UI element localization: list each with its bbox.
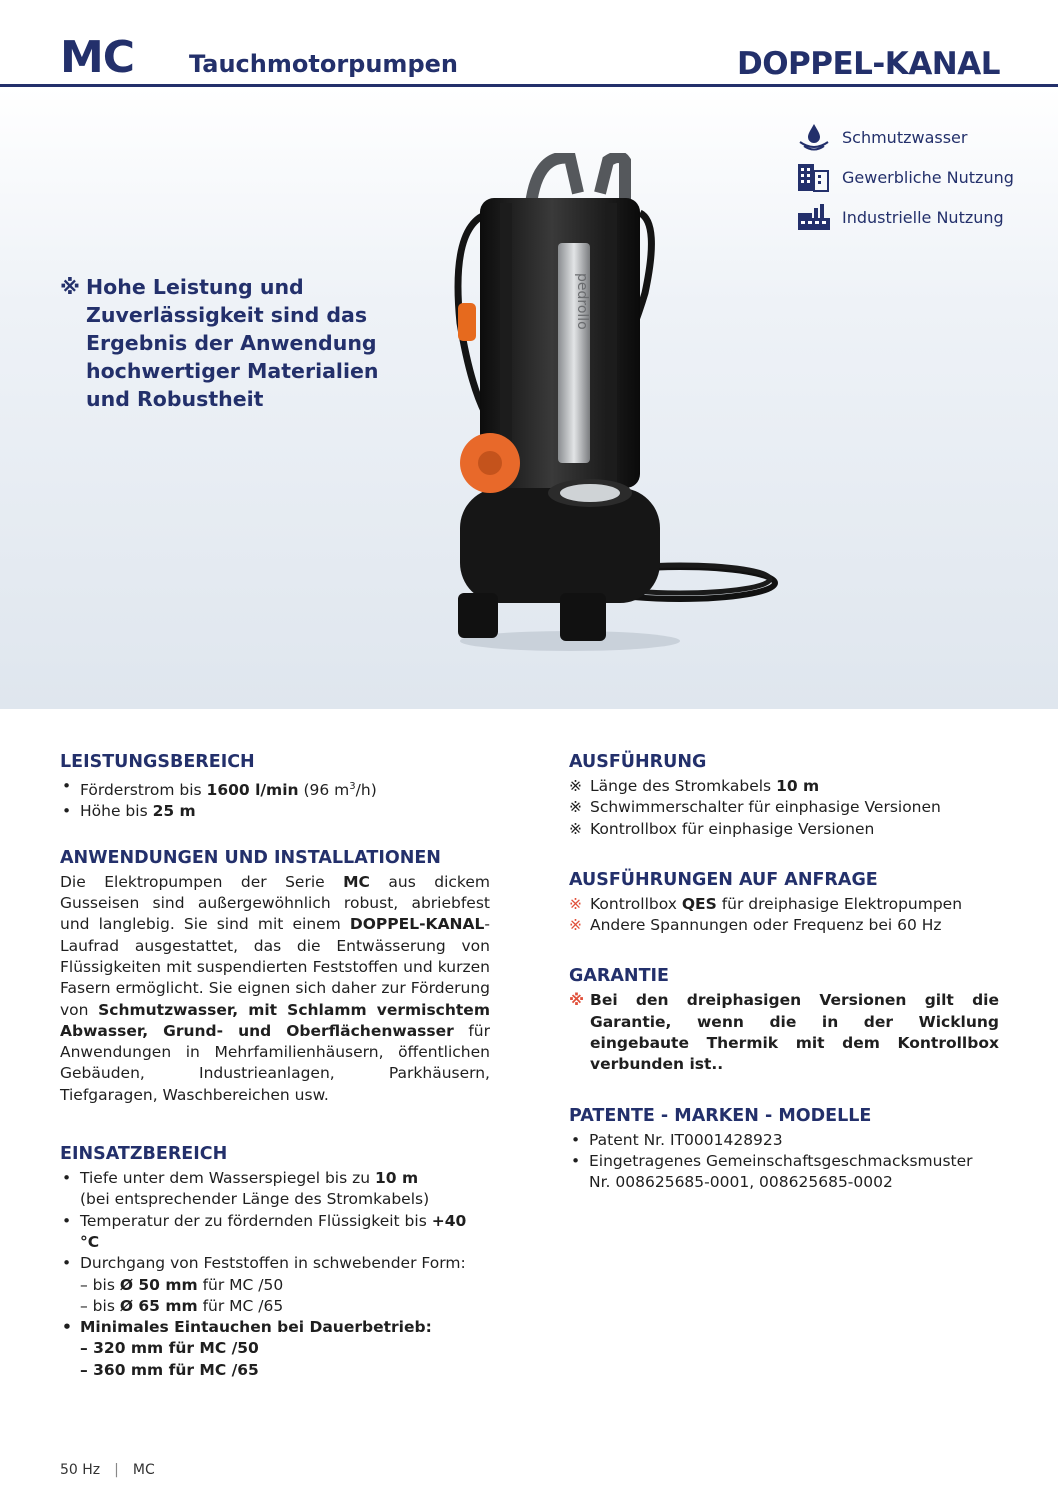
water-drop-icon <box>796 122 832 152</box>
usage-label: Schmutzwasser <box>842 127 968 147</box>
usage-item-gewerblich <box>796 157 1014 197</box>
anwendungen-paragraph: Die Elektropumpen der Serie MC aus dickem Gusseisen sind außergewöhnlich robust, abriebfest und langlebig. Sie sind mit einem DOPPEL-KANAL-Laufrad ausgestattet, das die Entwässerung von Flüssigkeiten mit suspendierten Feststoffen und kurzen Fasern ermöglicht. Sie eignen sich daher zur Förderung von Schmutzwasser, mit Schlamm vermischtem Abwasser, Grund- und Oberflächenwasser für Anwendungen in Mehrfamilienhäusern, öffentlichen Gebäuden, Industrieanlagen, Parkhäusern, Tiefgaragen, Waschbereichen usw. <box>60 872 490 1104</box>
list-item: ※ Kontrollbox QES für dreiphasige Elektropumpen <box>569 894 999 915</box>
highlight-claim <box>60 273 380 413</box>
list-item: • Tiefe unter dem Wasserspiegel bis zu 10 m <box>60 1168 490 1189</box>
garantie-text: ※ Bei den dreiphasigen Versionen gilt die Garantie, wenn die in der Wicklung eingebaute Thermik mit dem Kontrollbox verbunden ist.. <box>569 991 999 1074</box>
list-item: • Durchgang von Feststoffen in schwebender Form: <box>60 1253 490 1274</box>
section-title-anfrage: AUSFÜHRUNGEN AUF ANFRAGE <box>569 869 878 890</box>
footer-frequency: 50 Hz <box>60 1462 101 1478</box>
list-item: • Eingetragenes Gemeinschaftsgeschmacksmuster <box>569 1151 999 1172</box>
section-title-anwendungen: ANWENDUNGEN UND INSTALLATIONEN <box>60 847 441 868</box>
list-item: ※ Schwimmerschalter für einphasige Versionen <box>569 797 999 818</box>
list-item: ※ Kontrollbox für einphasige Versionen <box>569 819 999 840</box>
hero-banner <box>0 87 1058 709</box>
list-item: • Minimales Eintauchen bei Dauerbetrieb: <box>60 1317 490 1338</box>
page-footer <box>60 1462 155 1478</box>
list-item: • Förderstrom bis 1600 l/min (96 $m^3/h$) <box>60 776 490 801</box>
section-title-leistungsbereich: LEISTUNGSBEREICH <box>60 752 255 772</box>
usage-label: Industrielle Nutzung <box>842 207 1004 227</box>
list-subitem: – 320 mm für MC /50 <box>80 1339 259 1358</box>
list-subitem: – bis Ø 65 mm für MC /65 <box>80 1296 284 1315</box>
pump-image <box>440 153 780 653</box>
series-code: MC <box>60 32 135 83</box>
section-title-einsatzbereich: EINSATZBEREICH <box>60 1144 228 1165</box>
section-title-garantie: GARANTIE <box>569 966 669 987</box>
building-icon <box>796 162 832 192</box>
section-title-patente: PATENTE - MARKEN - MODELLE <box>569 1105 872 1126</box>
usage-list <box>796 117 1014 237</box>
page-title: DOPPEL-KANAL <box>736 46 1000 82</box>
reference-mark: ※ <box>569 819 582 838</box>
list-item: • Temperatur der zu fördernden Flüssigkeit bis +40 °C <box>60 1211 490 1254</box>
right-column <box>569 750 999 1194</box>
reference-mark: ※ <box>569 894 582 913</box>
list-item: • Patent Nr. IT0001428923 <box>569 1130 999 1151</box>
left-column <box>60 750 490 1381</box>
footer-separator: | <box>114 1462 119 1478</box>
usage-item-industriell <box>796 197 1014 237</box>
factory-icon <box>796 202 832 232</box>
list-subitem: – bis Ø 50 mm für MC /50 <box>80 1275 284 1294</box>
footer-series: MC <box>132 1462 155 1478</box>
list-item: • Höhe bis 25 m <box>60 801 490 822</box>
claim-text: Hohe Leistung und Zuverlässigkeit sind das Ergebnis der Anwendung hochwertiger Materialien und Robustheit <box>86 275 379 411</box>
reference-mark: ※ <box>569 991 585 1010</box>
usage-label: Gewerbliche Nutzung <box>842 167 1014 187</box>
reference-mark: ※ <box>569 777 582 795</box>
brand-label: pedrollo <box>574 273 590 330</box>
usage-item-schmutzwasser <box>796 117 1014 157</box>
list-item: ※ Andere Spannungen oder Frequenz bei 60 Hz <box>569 915 999 936</box>
section-title-ausfuehrung: AUSFÜHRUNG <box>569 752 707 772</box>
list-item: ※ Länge des Stromkabels 10 m <box>569 776 999 797</box>
page-subtitle: Tauchmotorpumpen <box>189 50 458 78</box>
reference-mark: ※ <box>569 798 582 817</box>
reference-mark: ※ <box>569 916 582 935</box>
reference-mark: ※ <box>60 275 80 299</box>
list-subitem: – 360 mm für MC /65 <box>80 1360 259 1379</box>
list-item-note: Nr. 008625685-0001, 008625685-0002 <box>589 1173 893 1192</box>
list-item-note: (bei entsprechender Länge des Stromkabels) <box>80 1190 430 1209</box>
